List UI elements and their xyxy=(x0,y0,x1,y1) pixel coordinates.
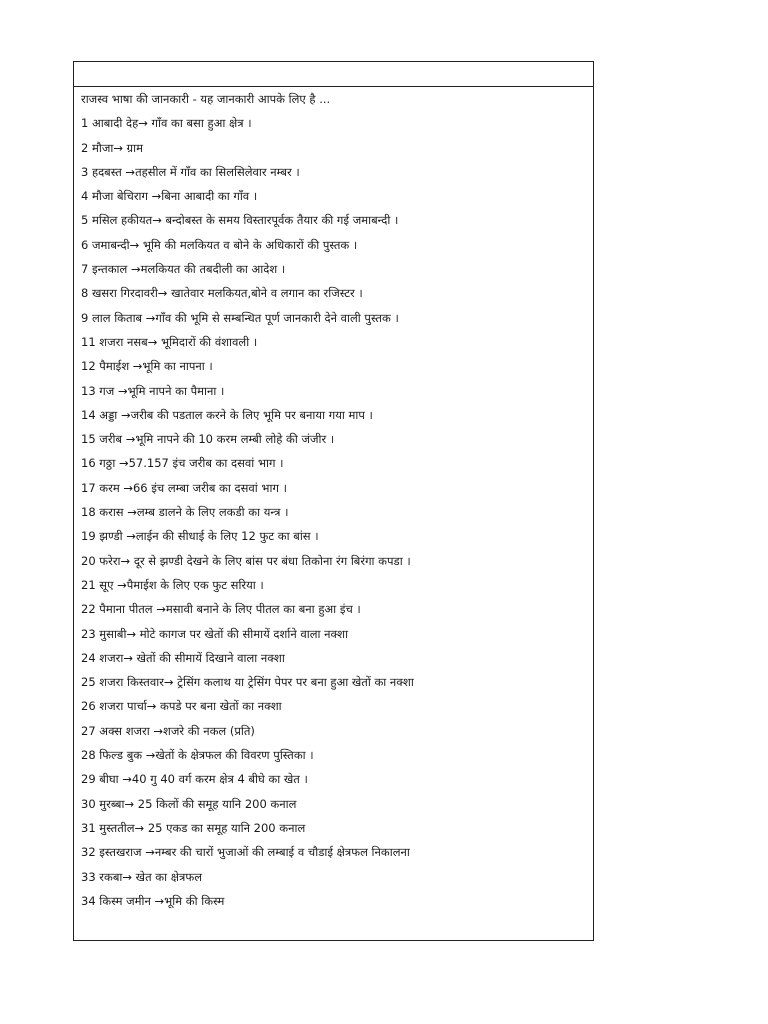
list-item: 18 करास →लम्ब डालने के लिए लकडी का यन्त्र । xyxy=(81,505,289,520)
list-item: 22 पैमाना पीतल →मसावी बनाने के लिए पीतल का बना हुआ इंच । xyxy=(81,602,361,617)
list-item: 24 शजरा→ खेतों की सीमायें दिखाने वाला नक्शा xyxy=(81,650,285,665)
list-item: 34 किस्म जमीन →भूमि की किस्म xyxy=(81,893,225,908)
list-item: 6 जमाबन्दी→ भूमि की मलकियत व बोने के अधिकारों की पुस्तक । xyxy=(81,237,358,252)
document-table xyxy=(73,61,594,941)
list-item: 15 जरीब →भूमि नापने की 10 करम लम्बी लोहे की जंजीर । xyxy=(81,432,335,447)
list-item: 7 इन्तकाल →मलकियत की तबदीली का आदेश । xyxy=(81,262,286,277)
list-item: 21 सूए →पैमाईश के लिए एक फुट सरिया । xyxy=(81,577,264,592)
list-item: 26 शजरा पार्चा→ कपडे पर बना खेतों का नक्शा xyxy=(81,699,282,714)
list-item: 11 शजरा नसब→ भूमिदारों की वंशावली । xyxy=(81,334,258,349)
list-item: 19 झण्डी →लाईन की सीधाई के लिए 12 फुट का बांस । xyxy=(81,529,319,544)
list-item: 31 मुस्ततील→ 25 एकड का समूह यानि 200 कनाल xyxy=(81,820,306,835)
list-item: 14 अड्डा →जरीब की पडताल करने के लिए भूमि पर बनाया गया माप । xyxy=(81,407,373,422)
list-item: 17 करम →66 इंच लम्बा जरीब का दसवां भाग । xyxy=(81,480,287,495)
list-item: 2 मौजा→ ग्राम xyxy=(81,140,143,155)
list-item: 3 हदबस्त →तहसील में गाँव का सिलसिलेवार नम्बर । xyxy=(81,164,300,179)
list-item: 13 गज →भूमि नापने का पैमाना । xyxy=(81,383,225,398)
list-item: 28 फिल्ड बुक →खेतों के क्षेत्रफल की विवरण पुस्तिका । xyxy=(81,748,314,763)
list-item: 5 मसिल हकीयत→ बन्दोबस्त के समय विस्तारपूर्वक तैयार की गई जमाबन्दी । xyxy=(81,213,399,228)
list-item: 12 पैमाईश →भूमि का नापना । xyxy=(81,359,213,374)
list-item: 1 आबादी देह→ गाँव का बसा हुआ क्षेत्र । xyxy=(81,116,252,131)
list-item: 29 बीघा →40 गु 40 वर्ग करम क्षेत्र 4 बीघे का खेत । xyxy=(81,772,308,787)
list-item: 16 गठ्ठा →57.157 इंच जरीब का दसवां भाग । xyxy=(81,456,284,471)
document-intro: राजस्व भाषा की जानकारी - यह जानकारी आपके लिए है ... xyxy=(81,92,331,106)
list-item: 25 शजरा किस्तवार→ ट्रेसिंग कलाथ या ट्रेसिंग पेपर पर बना हुआ खेतों का नक्शा xyxy=(81,675,414,690)
list-item: 27 अक्स शजरा →शजरे की नकल (प्रति) xyxy=(81,723,255,738)
list-item: 4 मौजा बेचिराग →बिना आबादी का गाँव । xyxy=(81,189,258,204)
list-item: 23 मुसाबी→ मोटे कागज पर खेतों की सीमायें दर्शाने वाला नक्शा xyxy=(81,626,349,641)
list-item: 32 इस्तखराज →नम्बर की चारों भुजाओं की लम्बाई व चौडाई क्षेत्रफल निकालना xyxy=(81,845,410,860)
table-body-cell xyxy=(74,87,593,913)
table-header-row xyxy=(74,62,593,87)
list-item: 30 मुरब्बा→ 25 किलों की समूह यानि 200 कनाल xyxy=(81,796,297,811)
list-item: 20 फरेरा→ दूर से झण्डी देखने के लिए बांस पर बंधा तिकोना रंग बिरंगा कपडा । xyxy=(81,553,411,568)
list-item: 9 लाल किताब →गाँव की भूमि से सम्बन्धित पूर्ण जानकारी देने वाली पुस्तक । xyxy=(81,310,399,325)
list-item: 33 रकबा→ खेत का क्षेत्रफल xyxy=(81,869,203,884)
list-item: 8 खसरा गिरदावरी→ खातेवार मलकियत,बोने व लगान का रजिस्टर । xyxy=(81,286,363,301)
